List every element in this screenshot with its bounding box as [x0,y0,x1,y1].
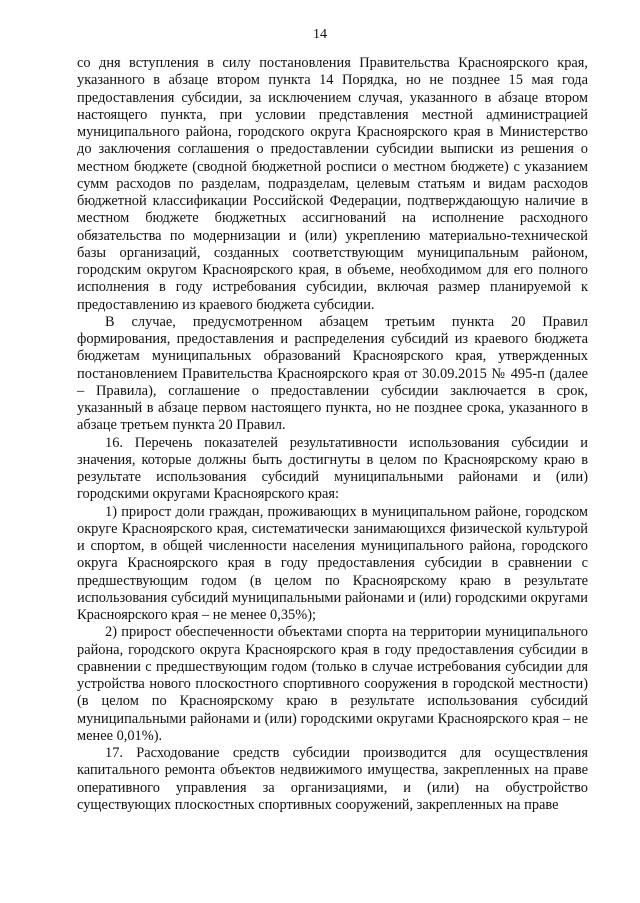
paragraph-indicator-1: 1) прирост доли граждан, проживающих в муниципальном районе, городском округе Красноярского края, систематически занимающихся физической культурой и спортом, в общей численности населения муниципального района, городского округа Красноярского края в году предоставления субсидии в сравнении с предшествующим годом (в целом по Красноярскому краю в результате использования субсидий муниципальными районами и (или) городскими округами Красноярского края – не менее 0,35%); [77,503,588,623]
paragraph-item-16: 16. Перечень показателей результативности использования субсидии и значения, которые должны быть достигнуты в целом по Красноярскому краю в результате использования субсидий муниципальными районами и (или) городскими округами Красноярского края: [77,434,588,503]
paragraph-special-case: В случае, предусмотренном абзацем третьим пункта 20 Правил формирования, предоставления и распределения субсидий из краевого бюджета бюджетам муниципальных образований Красноярского края, утвержденных постановлением Правительства Красноярского края от 30.09.2015 № 495-п (далее – Правила), соглашение о предоставлении субсидии заключается в срок, указанный в абзаце первом настоящего пункта, но не позднее срока, указанного в абзаце третьем пункта 20 Правил. [77,313,588,434]
document-body [77,55,588,814]
paragraph-item-17: 17. Расходование средств субсидии производится для осуществления капитального ремонта объектов недвижимого имущества, закрепленных на праве оперативного управления за организациями, и (или) на обустройство существующих плоскостных спортивных сооружений, закрепленных на праве [77,745,588,813]
paragraph-indicator-2: 2) прирост обеспеченности объектами спорта на территории муниципального района, городского округа Красноярского края в году предоставления субсидии в сравнении с предшествующим годом (только в случае истребования субсидии для устройства нового плоскостного спортивного сооружения в городской местности) (в целом по Красноярскому краю в результате использования субсидий муниципальными районами и (или) городскими округами Красноярского края – не менее 0,01%). [77,624,588,744]
page-number: 14 [313,27,327,42]
paragraph-continuation: со дня вступления в силу постановления Правительства Красноярского края, указанного в абзаце втором пункта 14 Порядка, но не позднее 15 мая года предоставления субсидии, за исключением случая, указанного в абзаце втором настоящего пункта, при условии представления местной администрацией муниципального района, городского округа Красноярского края в Министерство до заключения соглашения о предоставлении субсидии выписки из решения о местном бюджете (сводной бюджетной росписи о местном бюджете) с указанием сумм расходов по разделам, подразделам, целевым статьям и видам расходов бюджетной классификации Российской Федерации, подтверждающую наличие в местном бюджете бюджетных ассигнований на исполнение расходного обязательства по модернизации и (или) укреплению материально-технической базы организаций, созданных соответствующим муниципальным районом, городским округом Красноярского края, в объеме, необходимом для его полного исполнения в году истребования субсидии, включая размер планируемой к предоставлению из краевого бюджета субсидии. [77,55,588,313]
